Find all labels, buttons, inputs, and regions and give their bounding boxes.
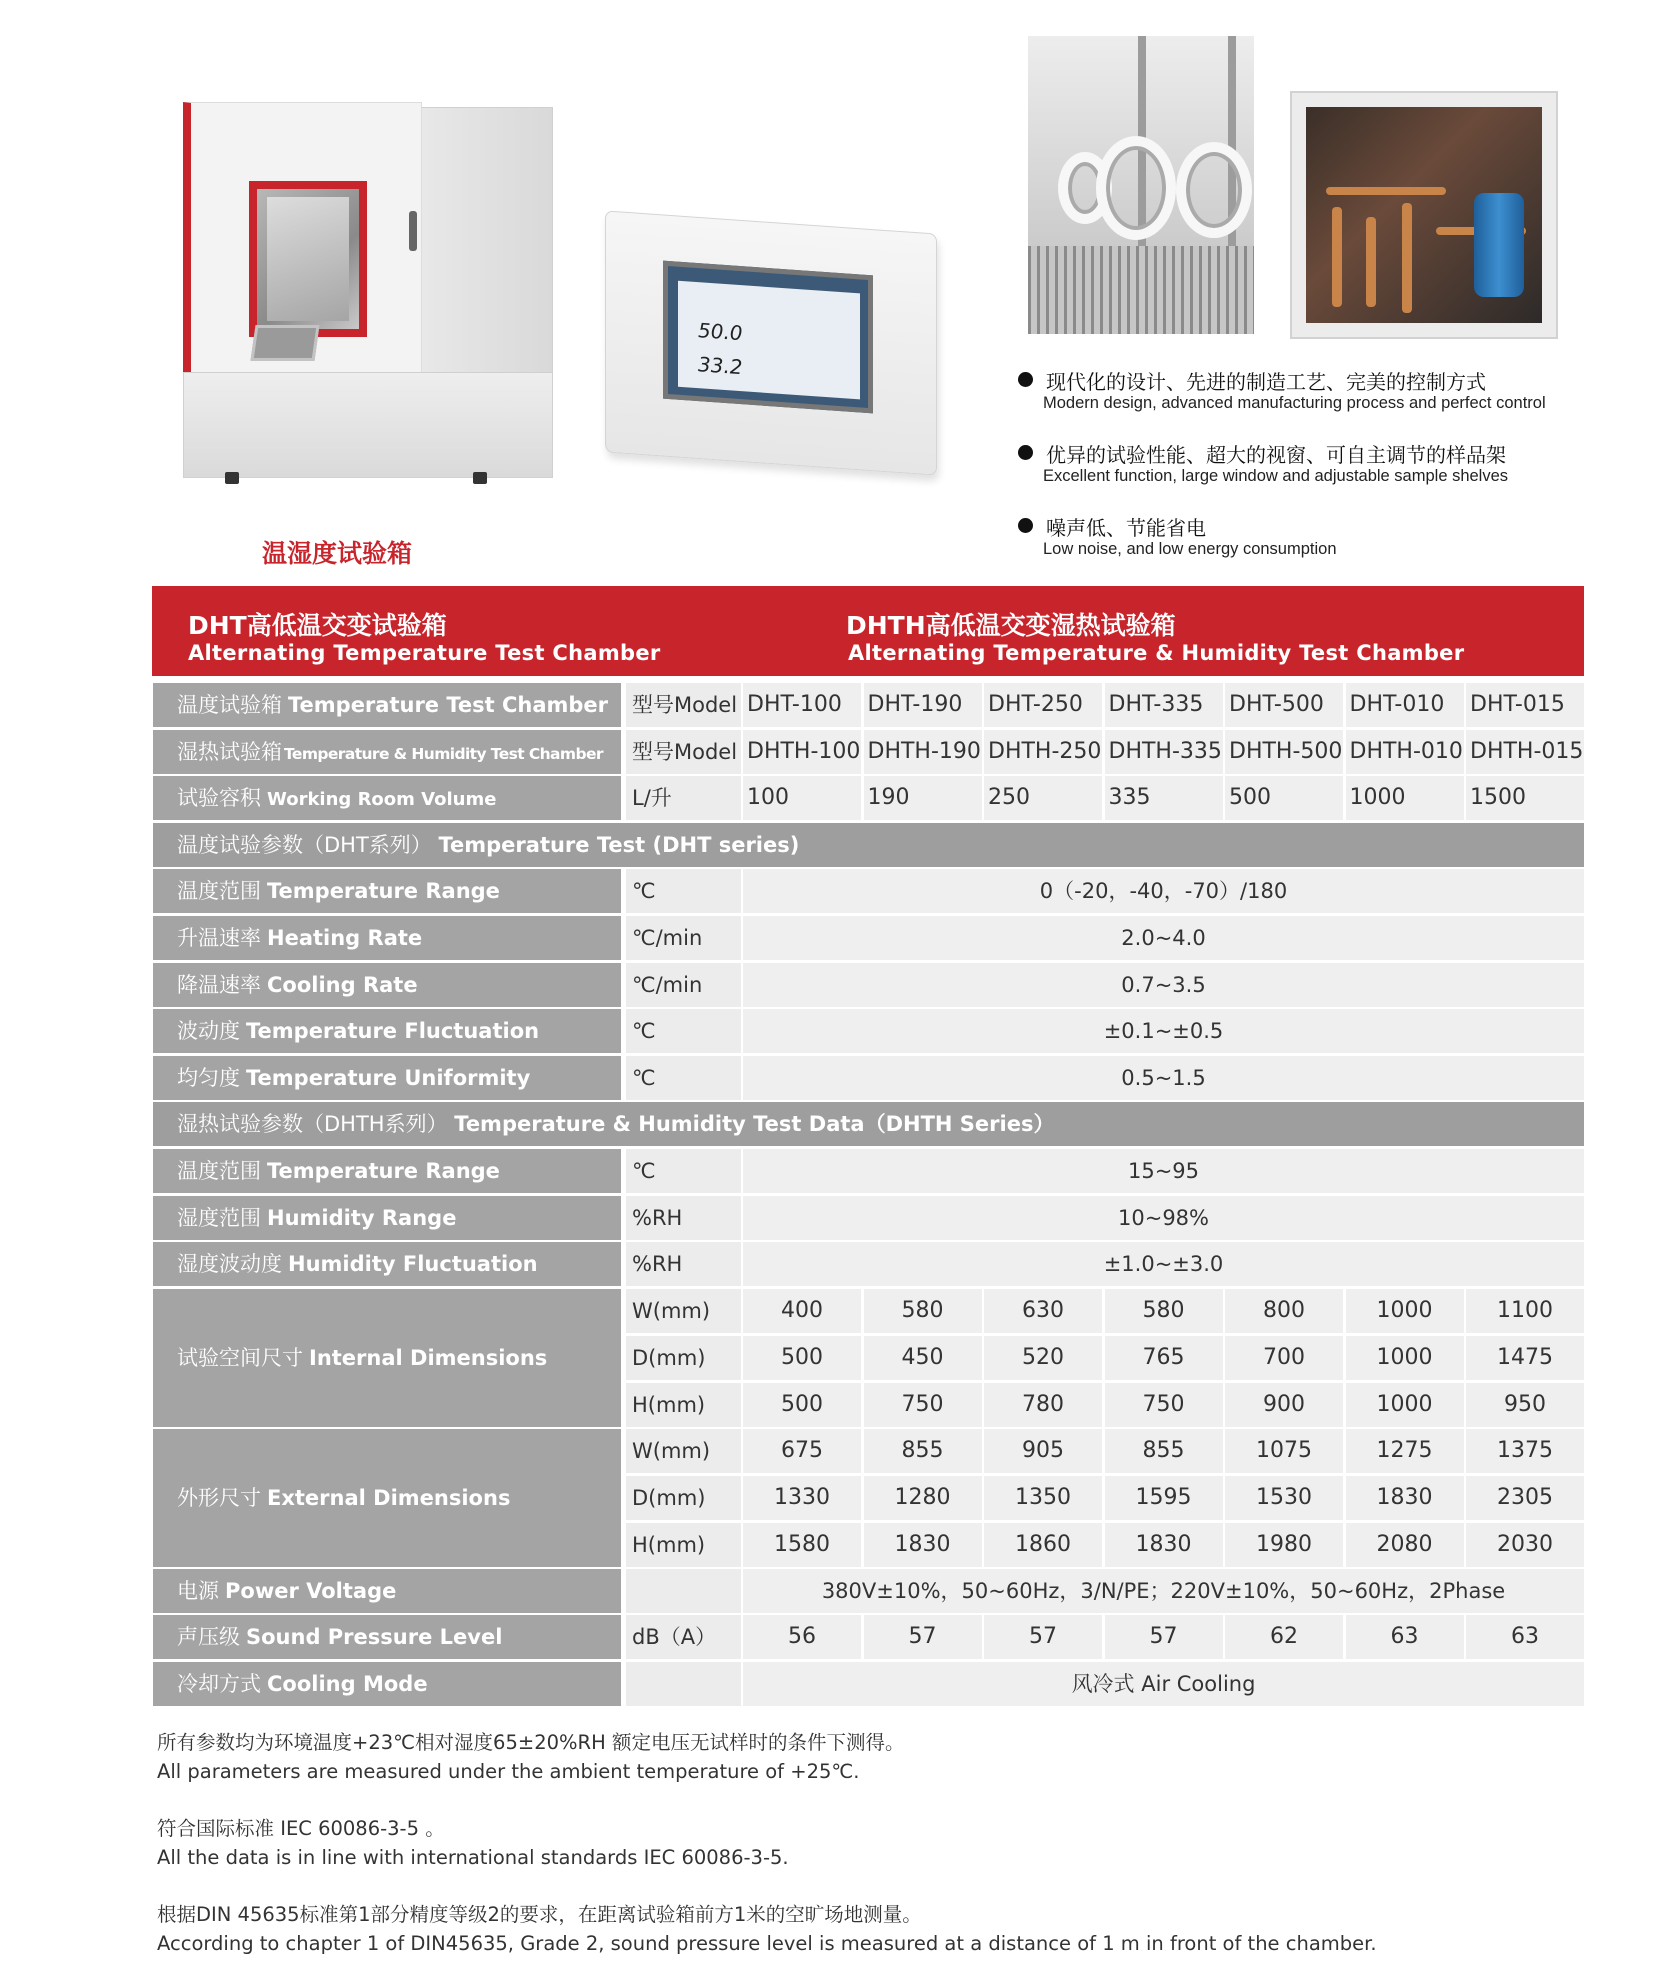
table-cell: 750 (864, 1383, 982, 1427)
row-unit: 型号Model (626, 683, 741, 727)
table-row (153, 1383, 1584, 1429)
row-unit: dB（A） (626, 1615, 741, 1659)
table-row (153, 1149, 1584, 1196)
table-cell: 1980 (1225, 1523, 1343, 1567)
table-cell: 57 (984, 1615, 1102, 1659)
row-label: 波动度 Temperature Fluctuation (153, 1009, 621, 1053)
table-cell: ±1.0~±3.0 (743, 1242, 1584, 1286)
chamber-interior-photo (1028, 36, 1254, 334)
feature-item (1018, 366, 1658, 439)
table-row (153, 1242, 1584, 1289)
table-cell: 63 (1466, 1615, 1584, 1659)
table-cell: 1375 (1466, 1429, 1584, 1473)
table-row (153, 1523, 1584, 1569)
feature-list (1018, 366, 1658, 585)
table-cell: DHTH-015 (1466, 730, 1584, 774)
table-cell: 335 (1105, 776, 1223, 820)
table-cell: 905 (984, 1429, 1102, 1473)
table-cell: 0.7~3.5 (743, 963, 1584, 1007)
table-row (153, 1289, 1584, 1335)
table-cell: 0（-20，-40，-70）/180 (743, 869, 1584, 913)
header-left-cn: DHT高低温交变试验箱 (188, 611, 447, 640)
table-row (153, 776, 1584, 823)
row-label: 声压级 Sound Pressure Level (153, 1615, 621, 1659)
table-cell: 630 (984, 1289, 1102, 1333)
chamber-product-image (183, 102, 551, 486)
table-cell: DHT-190 (864, 683, 982, 727)
table-cell: 765 (1105, 1336, 1223, 1380)
table-cell: 250 (984, 776, 1102, 820)
refrigeration-system-photo (1290, 91, 1558, 339)
table-cell: 62 (1225, 1615, 1343, 1659)
row-label: 冷却方式 Cooling Mode (153, 1662, 621, 1706)
row-unit: %RH (626, 1196, 741, 1240)
row-unit: W(mm) (626, 1429, 741, 1473)
footnote-cn: 所有参数均为环境温度+23℃相对湿度65±20%RH 额定电压无试样时的条件下测得。 (157, 1731, 905, 1754)
feature-en: Low noise, and low energy consumption (1043, 540, 1337, 558)
external-dimensions-group (153, 1429, 1584, 1569)
section-header: 温度试验参数（DHT系列） Temperature Test (DHT series) (153, 823, 1584, 870)
chamber-window (249, 181, 367, 337)
table-cell: 855 (864, 1429, 982, 1473)
table-row (153, 1615, 1584, 1662)
table-cell: 500 (1225, 776, 1343, 820)
bullet-icon (1018, 518, 1033, 533)
table-cell: 1350 (984, 1476, 1102, 1520)
feature-item (1018, 512, 1658, 585)
table-cell: DHTH-100 (743, 730, 861, 774)
table-cell: ±0.1~±0.5 (743, 1009, 1584, 1053)
row-unit: W(mm) (626, 1289, 741, 1333)
table-cell: 780 (984, 1383, 1102, 1427)
table-cell: 2080 (1346, 1523, 1464, 1567)
row-label: 均匀度 Temperature Uniformity (153, 1056, 621, 1100)
row-unit: ℃ (626, 1056, 741, 1100)
table-cell: 1580 (743, 1523, 861, 1567)
table-row (153, 1476, 1584, 1522)
table-row (153, 1056, 1584, 1103)
table-cell: DHT-015 (1466, 683, 1584, 727)
bullet-icon (1018, 445, 1033, 460)
table-row (153, 916, 1584, 963)
table-cell: 15~95 (743, 1149, 1584, 1193)
footnotes (157, 1728, 1577, 1986)
table-cell: 1100 (1466, 1289, 1584, 1333)
feature-cn: 现代化的设计、先进的制造工艺、完美的控制方式 (1046, 370, 1486, 394)
table-cell: 450 (864, 1336, 982, 1380)
table-cell: DHTH-010 (1346, 730, 1464, 774)
table-cell: DHTH-500 (1225, 730, 1343, 774)
table-row (153, 1009, 1584, 1056)
row-unit: L/升 (626, 776, 741, 820)
feature-en: Excellent function, large window and adjustable sample shelves (1043, 467, 1509, 485)
table-cell: 580 (1105, 1289, 1223, 1333)
product-name: 温湿度试验箱 (262, 539, 413, 568)
table-cell: 1500 (1466, 776, 1584, 820)
table-cell: 1275 (1346, 1429, 1464, 1473)
table-row (153, 683, 1584, 730)
feature-cn: 优异的试验性能、超大的视窗、可自主调节的样品架 (1046, 443, 1506, 467)
footnote-cn: 符合国际标准 IEC 60086-3-5 。 (157, 1817, 445, 1840)
table-cell: 10~98% (743, 1196, 1584, 1240)
row-label: 温度试验箱 Temperature Test Chamber (153, 683, 621, 727)
footnote-en: All the data is in line with international standards IEC 60086-3-5. (157, 1846, 789, 1869)
table-cell: 1330 (743, 1476, 861, 1520)
table-cell: 57 (864, 1615, 982, 1659)
footnote (157, 1900, 1577, 1958)
table-row (153, 869, 1584, 916)
table-cell: 580 (864, 1289, 982, 1333)
table-cell: 800 (1225, 1289, 1343, 1333)
bullet-icon (1018, 372, 1033, 387)
row-unit: ℃ (626, 1009, 741, 1053)
internal-dimensions-group (153, 1289, 1584, 1429)
footnote-en: All parameters are measured under the ambient temperature of +25℃. (157, 1760, 860, 1783)
table-cell: 750 (1105, 1383, 1223, 1427)
table-cell: 855 (1105, 1429, 1223, 1473)
section-header: 湿热试验参数（DHTH系列） Temperature & Humidity Test Data（DHTH Series） (153, 1102, 1584, 1149)
row-label: 外形尺寸 External Dimensions (153, 1429, 621, 1567)
feature-item (1018, 439, 1658, 512)
row-unit: ℃ (626, 1149, 741, 1193)
row-label: 温度范围 Temperature Range (153, 869, 621, 913)
table-cell: DHT-500 (1225, 683, 1343, 727)
table-cell: 1280 (864, 1476, 982, 1520)
footnote-cn: 根据DIN 45635标准第1部分精度等级2的要求，在距离试验箱前方1米的空旷场地测量。 (157, 1903, 922, 1926)
table-cell: 380V±10%，50~60Hz，3/N/PE；220V±10%，50~60Hz，2Phase (743, 1569, 1584, 1613)
row-unit: ℃ (626, 869, 741, 913)
table-row (153, 1569, 1584, 1616)
table-cell: 1000 (1346, 776, 1464, 820)
spec-table (153, 683, 1584, 1709)
row-label: 电源 Power Voltage (153, 1569, 621, 1613)
table-cell: 0.5~1.5 (743, 1056, 1584, 1100)
table-row (153, 963, 1584, 1010)
table-cell: DHT-010 (1346, 683, 1464, 727)
table-cell: 1830 (1105, 1523, 1223, 1567)
footnote-en: According to chapter 1 of DIN45635, Grade 2, sound pressure level is measured at a distance of 1 m in front of the chamber. (157, 1932, 1377, 1955)
controller-image (605, 222, 935, 484)
row-unit: ℃/min (626, 916, 741, 960)
table-cell: 675 (743, 1429, 861, 1473)
row-unit (626, 1569, 741, 1613)
table-cell: 1000 (1346, 1383, 1464, 1427)
table-cell: 700 (1225, 1336, 1343, 1380)
table-cell: 2030 (1466, 1523, 1584, 1567)
table-cell: 1000 (1346, 1289, 1464, 1333)
row-unit: H(mm) (626, 1383, 741, 1427)
feature-cn: 噪声低、节能省电 (1046, 516, 1206, 540)
controller-reading-1: 50.0 (698, 318, 743, 346)
table-cell: 1000 (1346, 1336, 1464, 1380)
row-unit: %RH (626, 1242, 741, 1286)
row-label: 降温速率 Cooling Rate (153, 963, 621, 1007)
table-row (153, 1196, 1584, 1243)
table-row (153, 1429, 1584, 1475)
table-cell: 1595 (1105, 1476, 1223, 1520)
row-unit: D(mm) (626, 1476, 741, 1520)
row-unit: ℃/min (626, 963, 741, 1007)
table-cell: 400 (743, 1289, 861, 1333)
table-cell: 2305 (1466, 1476, 1584, 1520)
table-cell: 190 (864, 776, 982, 820)
table-cell: 风冷式 Air Cooling (743, 1662, 1584, 1706)
row-label: 湿热试验箱 Temperature & Humidity Test Chamber (153, 730, 621, 774)
table-cell: 1075 (1225, 1429, 1343, 1473)
row-label: 升温速率 Heating Rate (153, 916, 621, 960)
footnote (157, 1814, 1577, 1872)
feature-en: Modern design, advanced manufacturing process and perfect control (1043, 394, 1546, 412)
header-right-cn: DHTH高低温交变湿热试验箱 (846, 611, 1176, 640)
table-cell: DHT-335 (1105, 683, 1223, 727)
table-cell: 56 (743, 1615, 861, 1659)
chamber-port (250, 325, 319, 361)
table-row (153, 1662, 1584, 1709)
controller-reading-2: 33.2 (698, 352, 743, 380)
series-header (152, 586, 1584, 676)
row-label: 试验容积 Working Room Volume (153, 776, 621, 820)
table-cell: DHT-250 (984, 683, 1102, 727)
table-cell: 57 (1105, 1615, 1223, 1659)
row-label: 湿度波动度 Humidity Fluctuation (153, 1242, 621, 1286)
table-cell: 63 (1346, 1615, 1464, 1659)
row-label: 湿度范围 Humidity Range (153, 1196, 621, 1240)
table-row (153, 730, 1584, 777)
row-label: 试验空间尺寸 Internal Dimensions (153, 1289, 621, 1427)
table-row (153, 1336, 1584, 1382)
header-left-en: Alternating Temperature Test Chamber (188, 641, 661, 665)
controller-screen (663, 261, 873, 414)
table-cell: DHTH-335 (1105, 730, 1223, 774)
header-right-en: Alternating Temperature & Humidity Test Chamber (848, 641, 1465, 665)
footnote (157, 1728, 1577, 1786)
row-unit: H(mm) (626, 1523, 741, 1567)
table-cell: DHTH-250 (984, 730, 1102, 774)
row-unit: 型号Model (626, 730, 741, 774)
table-cell: 500 (743, 1336, 861, 1380)
table-cell: 2.0~4.0 (743, 916, 1584, 960)
table-cell: 900 (1225, 1383, 1343, 1427)
row-unit: D(mm) (626, 1336, 741, 1380)
table-cell: 950 (1466, 1383, 1584, 1427)
table-cell: 100 (743, 776, 861, 820)
chamber-handle (409, 211, 417, 251)
table-cell: 1830 (1346, 1476, 1464, 1520)
table-cell: 500 (743, 1383, 861, 1427)
row-label: 温度范围 Temperature Range (153, 1149, 621, 1193)
table-cell: 1830 (864, 1523, 982, 1567)
table-cell: DHTH-190 (864, 730, 982, 774)
table-cell: 1860 (984, 1523, 1102, 1567)
table-cell: 1475 (1466, 1336, 1584, 1380)
table-cell: 520 (984, 1336, 1102, 1380)
table-cell: 1530 (1225, 1476, 1343, 1520)
table-cell: DHT-100 (743, 683, 861, 727)
row-unit (626, 1662, 741, 1706)
